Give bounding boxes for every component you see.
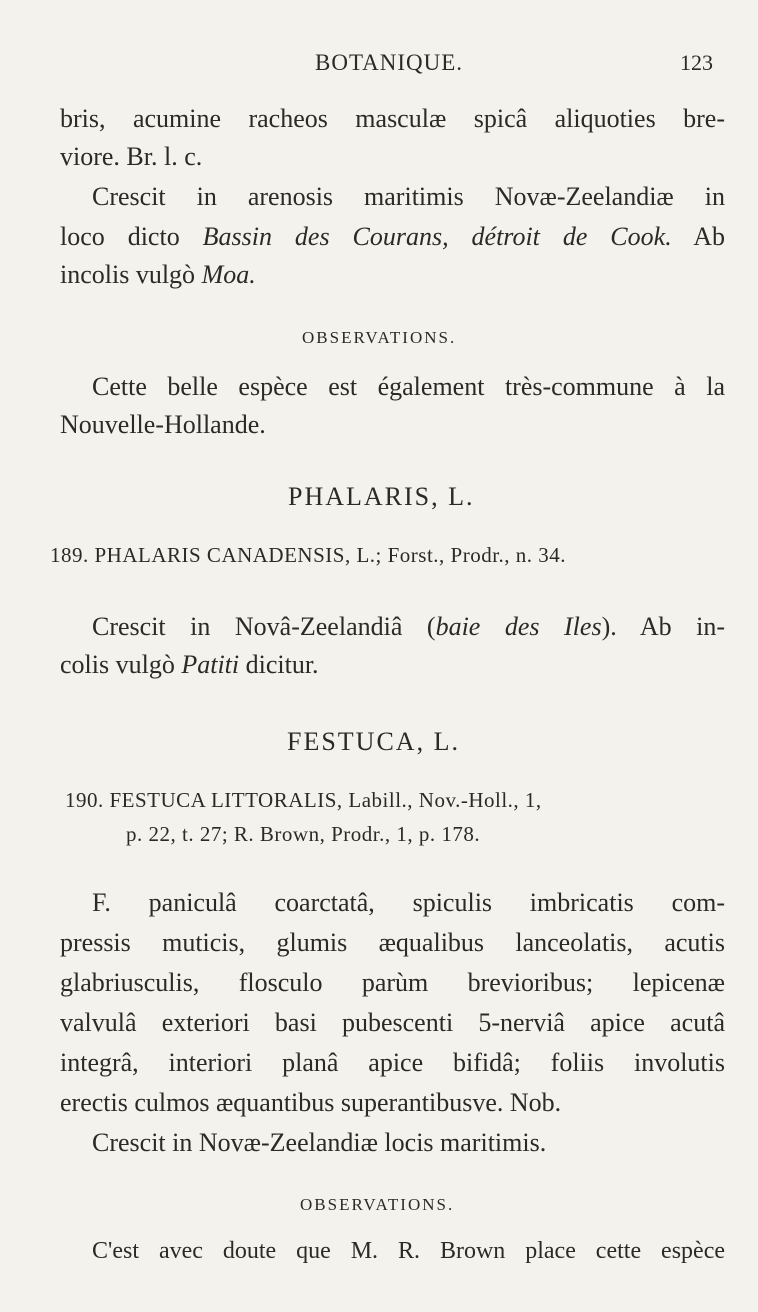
text-line: Cette belle espèce est également très-commune à la <box>92 372 725 401</box>
observations-heading: OBSERVATIONS. <box>300 1195 455 1214</box>
text-line: loco dicto Bassin des Courans, détroit de Cook. Ab <box>60 222 725 251</box>
page-number: 123 <box>680 50 713 75</box>
species-entry: 190. FESTUCA LITTORALIS, Labill., Nov.-Holl., 1, <box>65 788 542 812</box>
text-line: erectis culmos æquantibus superantibusve. Nob. <box>60 1088 562 1117</box>
text-line: valvulâ exteriori basi pubescenti 5-nerviâ apice acutâ <box>60 1008 725 1037</box>
species-entry: p. 22, t. 27; R. Brown, Prodr., 1, p. 178. <box>126 822 481 846</box>
text-line: incolis vulgò Moa. <box>60 260 256 289</box>
text-line: Crescit in Novâ-Zeelandiâ (baie des Iles). Ab in- <box>92 612 726 641</box>
running-title: BOTANIQUE. <box>315 50 464 75</box>
text-line: pressis muticis, glumis æqualibus lanceolatis, acutis <box>60 928 725 957</box>
text-line: Crescit in Novæ-Zeelandiæ locis maritimis. <box>92 1128 547 1157</box>
text-line: Nouvelle-Hollande. <box>60 410 266 439</box>
text-line: viore. Br. l. c. <box>60 142 203 171</box>
text-line: integrâ, interiori planâ apice bifidâ; foliis involutis <box>60 1048 725 1077</box>
italic-text: Moa. <box>201 260 256 289</box>
species-entry: 189. PHALARIS CANADENSIS, L.; Forst., Prodr., n. 34. <box>50 543 567 567</box>
observations-heading: OBSERVATIONS. <box>302 328 457 347</box>
text-line: Crescit in arenosis maritimis Novæ-Zeelandiæ in <box>92 182 725 211</box>
text-line: C'est avec doute que M. R. Brown place cette espèce <box>92 1238 725 1264</box>
text-line: glabriusculis, flosculo parùm brevioribus; lepicenæ <box>60 968 725 997</box>
text-line: F. paniculâ coarctatâ, spiculis imbricatis com- <box>92 888 725 917</box>
text-line: bris, acumine racheos masculæ spicâ aliquoties bre- <box>60 104 725 133</box>
genus-heading: PHALARIS, L. <box>288 482 475 511</box>
italic-text: baie des Iles <box>435 612 602 641</box>
text-line: colis vulgò Patiti dicitur. <box>60 650 319 679</box>
italic-text: Patiti <box>181 650 240 679</box>
italic-text: Bassin des Courans, détroit de Cook. <box>202 222 672 251</box>
genus-heading: FESTUCA, L. <box>287 727 460 756</box>
